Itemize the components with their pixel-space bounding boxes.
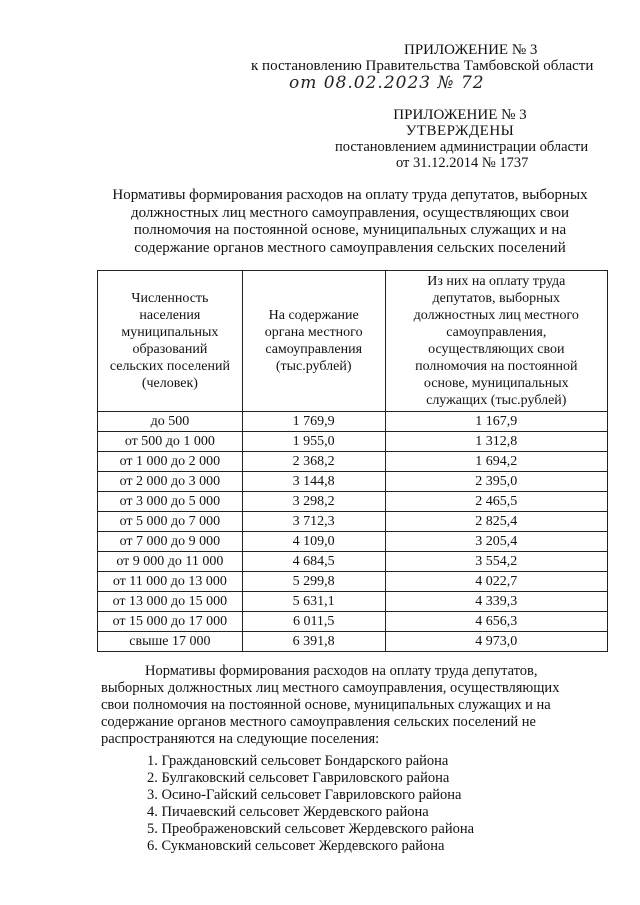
range-cell: от 13 000 до 15 000 — [98, 592, 243, 612]
table-row — [98, 612, 608, 632]
total-cell: 3 298,2 — [242, 492, 385, 512]
paragraph-line: распространяются на следующие поселения: — [101, 731, 380, 747]
paragraph-line: выборных должностных лиц местного самоуправления, осуществляющих — [101, 680, 560, 696]
approved-by: постановлением администрации области — [335, 139, 589, 155]
title-line: должностных лиц местного самоуправления, осуществляющих свои — [130, 204, 570, 221]
total-cell: 5 631,1 — [242, 592, 385, 612]
appendix-label-2: ПРИЛОЖЕНИЕ № 3 — [393, 107, 527, 123]
paragraph-line: свои полномочия на постоянной основе, муниципальных служащих и на — [101, 697, 551, 713]
total-cell: 3 144,8 — [242, 472, 385, 492]
labor-cell: 4 022,7 — [385, 572, 607, 592]
list-item: 4. Пичаевский сельсовет Жердевского района — [147, 804, 429, 820]
labor-cell: 3 554,2 — [385, 552, 607, 572]
appendix-ref: к постановлению Правительства Тамбовской области — [251, 58, 594, 74]
total-cell: 5 299,8 — [242, 572, 385, 592]
column-header-population: Численность населения муниципальных образований сельских поселений (человек) — [98, 271, 243, 412]
labor-cell: 1 694,2 — [385, 452, 607, 472]
range-cell: от 11 000 до 13 000 — [98, 572, 243, 592]
range-cell: от 7 000 до 9 000 — [98, 532, 243, 552]
total-cell: 1 955,0 — [242, 432, 385, 452]
table-header-row — [98, 271, 608, 412]
table-row — [98, 632, 608, 652]
labor-cell: 2 465,5 — [385, 492, 607, 512]
labor-cell: 4 656,3 — [385, 612, 607, 632]
list-item: 3. Осино-Гайский сельсовет Гавриловского района — [147, 787, 462, 803]
handwritten-date-number: от 08.02.2023 № 72 — [289, 73, 485, 93]
table-row — [98, 512, 608, 532]
range-cell: от 2 000 до 3 000 — [98, 472, 243, 492]
range-cell: от 15 000 до 17 000 — [98, 612, 243, 632]
total-cell: 1 769,9 — [242, 412, 385, 432]
list-item: 6. Сукмановский сельсовет Жердевского района — [147, 838, 445, 854]
title-line: содержание органов местного самоуправления сельских поселений — [134, 239, 566, 256]
document-title — [60, 187, 640, 257]
range-cell: от 9 000 до 11 000 — [98, 552, 243, 572]
title-line: полномочия на постоянной основе, муниципальных служащих и на — [133, 222, 567, 238]
approved-date: от 31.12.2014 № 1737 — [396, 155, 529, 171]
appendix-label: ПРИЛОЖЕНИЕ № 3 — [404, 42, 538, 58]
range-cell: до 500 — [98, 412, 243, 432]
paragraph-line: содержание органов местного самоуправления сельских поселений не — [101, 714, 536, 730]
total-cell: 6 011,5 — [242, 612, 385, 632]
table-row — [98, 492, 608, 512]
table-row — [98, 432, 608, 452]
exclusion-paragraph — [101, 663, 608, 748]
total-cell: 3 712,3 — [242, 512, 385, 532]
table-row — [98, 452, 608, 472]
table-row — [98, 532, 608, 552]
range-cell: от 3 000 до 5 000 — [98, 492, 243, 512]
list-item: 2. Булгаковский сельсовет Гавриловского района — [147, 770, 450, 786]
total-cell: 6 391,8 — [242, 632, 385, 652]
range-cell: от 1 000 до 2 000 — [98, 452, 243, 472]
norms-table — [97, 270, 608, 652]
table-row — [98, 572, 608, 592]
title-line: Нормативы формирования расходов на оплату труда депутатов, выборных — [112, 187, 588, 203]
table-row — [98, 552, 608, 572]
labor-cell: 3 205,4 — [385, 532, 607, 552]
range-cell: от 500 до 1 000 — [98, 432, 243, 452]
excluded-settlements-list — [147, 753, 474, 855]
labor-cell: 4 973,0 — [385, 632, 607, 652]
approved-label: УТВЕРЖДЕНЫ — [405, 123, 515, 139]
list-item: 1. Граждановский сельсовет Бондарского района — [147, 753, 449, 769]
labor-cell: 1 312,8 — [385, 432, 607, 452]
labor-cell: 2 395,0 — [385, 472, 607, 492]
total-cell: 4 109,0 — [242, 532, 385, 552]
list-item: 5. Преображеновский сельсовет Жердевского района — [147, 821, 475, 837]
labor-cell: 2 825,4 — [385, 512, 607, 532]
paragraph-line: Нормативы формирования расходов на оплату труда депутатов, — [145, 663, 538, 679]
table-row — [98, 412, 608, 432]
column-header-total: На содержание органа местного самоуправления (тыс.рублей) — [242, 271, 385, 412]
labor-cell: 1 167,9 — [385, 412, 607, 432]
table-row — [98, 472, 608, 492]
range-cell: свыше 17 000 — [98, 632, 243, 652]
column-header-labor: Из них на оплату труда депутатов, выборных должностных лиц местного самоуправления, осуществляющих свои полномочия на постоянной основе, муниципальных служащих (тыс.рублей) — [385, 271, 607, 412]
total-cell: 4 684,5 — [242, 552, 385, 572]
range-cell: от 5 000 до 7 000 — [98, 512, 243, 532]
labor-cell: 4 339,3 — [385, 592, 607, 612]
total-cell: 2 368,2 — [242, 452, 385, 472]
table-row — [98, 592, 608, 612]
